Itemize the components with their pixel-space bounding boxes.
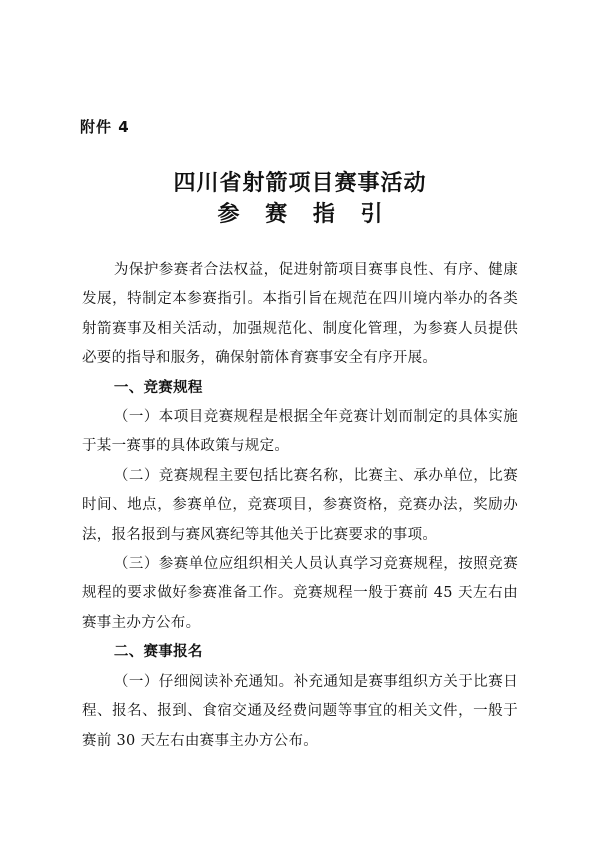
document-subtitle: 参 赛 指 引 xyxy=(217,201,392,227)
attachment-label: 附件 4 xyxy=(80,118,130,136)
paragraph-registration-1-lead: （一）仔细阅读补充通知。 xyxy=(113,673,294,690)
document-title: 四川省射箭项目赛事活动 xyxy=(173,170,427,196)
paragraph-registration-1 xyxy=(82,668,518,756)
paragraph-registration-1-text: 补充通知是赛事组织方关于比赛日程、报名、报到、食宿交通及经费问题等事宜的相关文件，一般于赛前 30 天左右由赛事主办方公布。 xyxy=(82,673,518,749)
paragraph-rules-3: （三）参赛单位应组织相关人员认真学习竞赛规程，按照竞赛规程的要求做好参赛准备工作。竞赛规程一般于赛前 45 天左右由赛事主办方公布。 xyxy=(82,556,518,631)
section-heading-competition-rules: 一、竞赛规程 xyxy=(113,379,203,396)
section-heading-registration: 二、赛事报名 xyxy=(113,644,203,661)
paragraph-rules-2: （二）竞赛规程主要包括比赛名称，比赛主、承办单位，比赛时间、地点，参赛单位，竞赛项目，参赛资格，竞赛办法，奖励办法，报名报到与赛风赛纪等其他关于比赛要求的事项。 xyxy=(82,467,518,543)
document-body xyxy=(82,256,518,756)
paragraph-rules-1: （一）本项目竞赛规程是根据全年竞赛计划而制定的具体实施于某一赛事的具体政策与规定。 xyxy=(82,409,518,455)
intro-paragraph: 为保护参赛者合法权益，促进射箭项目赛事良性、有序、健康发展，特制定本参赛指引。本指引旨在规范在四川境内举办的各类射箭赛事及相关活动，加强规范化、制度化管理，为参赛人员提供必要的指导和服务，确保射箭体育赛事安全有序开展。 xyxy=(82,262,518,367)
